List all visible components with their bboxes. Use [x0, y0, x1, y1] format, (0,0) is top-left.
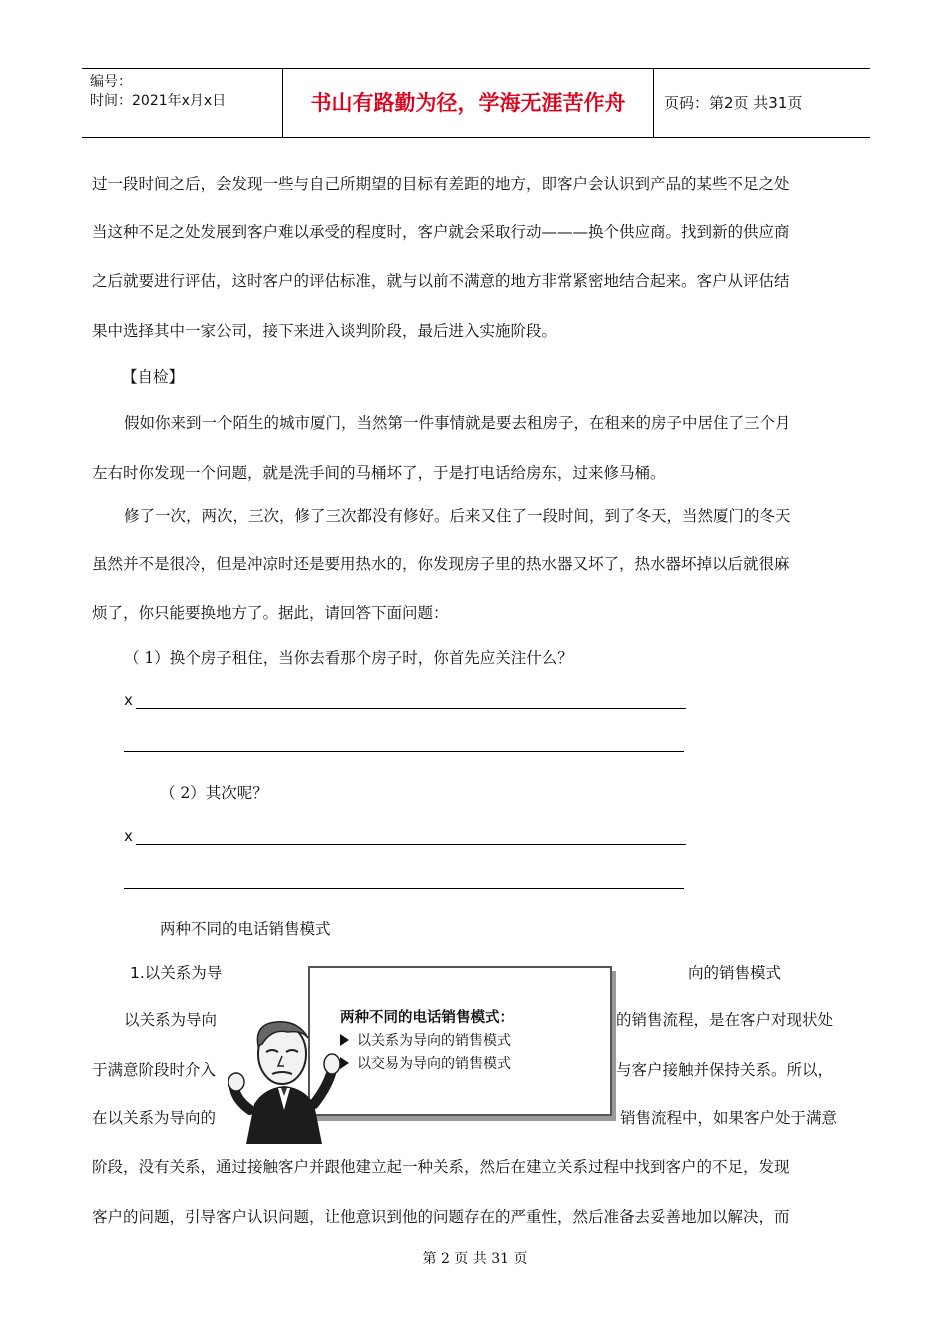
- header-info: [82, 69, 282, 137]
- answer-line[interactable]: [136, 708, 686, 709]
- header-motto: 书山有路勤为径，学海无涯苦作舟: [282, 69, 654, 137]
- answer-line[interactable]: [124, 888, 684, 889]
- time-label: 时间：2021年x月x日: [90, 93, 227, 109]
- header-page-info: 页码：第2页 共31页: [664, 94, 803, 112]
- paragraph-line: 客户的问题，引导客户认识问题，让他意识到他的问题存在的严重性，然后准备去妥善地加以解决，而: [92, 1208, 790, 1226]
- paragraph-line: 过一段时间之后，会发现一些与自己所期望的目标有差距的地方，即客户会认识到产品的某些不足之处: [92, 175, 790, 193]
- subsection-title-right: 向的销售模式: [688, 964, 782, 982]
- question-2: （ 2）其次呢？: [160, 784, 268, 802]
- paragraph-line: 的销售流程，是在客户对现状处: [616, 1011, 834, 1029]
- paragraph-line: 在以关系为导向的: [92, 1109, 217, 1127]
- paragraph-line: 当这种不足之处发展到客户难以承受的程度时，客户就会采取行动———换个供应商。找到新的供应商: [92, 223, 790, 241]
- paragraph-line: 销售流程中，如果客户处于满意: [620, 1109, 838, 1127]
- paragraph-line: 修了一次，两次，三次，修了三次都没有修好。后来又住了一段时间，到了冬天，当然厦门的冬天: [124, 507, 791, 525]
- page-header: [82, 68, 870, 138]
- paragraph-line: 阶段，没有关系，通过接触客户并跟他建立起一种关系，然后在建立关系过程中找到客户的不足，发现: [92, 1158, 790, 1176]
- paragraph-line: 烦了，你只能要换地方了。据此，请回答下面问题：: [92, 604, 449, 622]
- callout-item-label: 以交易为导向的销售模式: [357, 1056, 511, 1072]
- section-title: 两种不同的电话销售模式: [160, 920, 331, 938]
- callout-figure: [228, 958, 620, 1144]
- callout-item-label: 以关系为导向的销售模式: [357, 1033, 511, 1049]
- cartoon-presenter-icon: [228, 1018, 348, 1144]
- page-footer: 第 2 页 共 31 页: [422, 1251, 528, 1267]
- paragraph-line: 左右时你发现一个问题，就是洗手间的马桶坏了，于是打电话给房东，过来修马桶。: [92, 464, 666, 482]
- paragraph-line: 与客户接触并保持关系。所以，: [616, 1061, 834, 1079]
- paragraph-line: 之后就要进行评估，这时客户的评估标准，就与以前不满意的地方非常紧密地结合起来。客户从评估结: [92, 272, 790, 290]
- subsection-title-left: 1.以关系为导: [130, 964, 223, 982]
- paragraph-line: 虽然并不是很冷，但是冲凉时还是要用热水的，你发现房子里的热水器又坏了，热水器坏掉以后就很麻: [92, 555, 790, 573]
- callout-item: [340, 1030, 511, 1050]
- answer-line[interactable]: [124, 751, 684, 752]
- number-label: 编号：: [90, 74, 132, 90]
- paragraph-line: 以关系为导向: [124, 1011, 218, 1029]
- paragraph-line: 假如你来到一个陌生的城市厦门，当然第一件事情就是要去租房子，在租来的房子中居住了三个月: [124, 414, 791, 432]
- paragraph-line: 果中选择其中一家公司，接下来进入谈判阶段，最后进入实施阶段。: [92, 322, 558, 340]
- paragraph-line: 于满意阶段时介入: [92, 1061, 217, 1079]
- question-1: （ 1）换个房子租住，当你去看那个房子时，你首先应关注什么？: [124, 649, 573, 667]
- callout-box: [308, 966, 612, 1116]
- answer-prefix: x: [124, 827, 133, 845]
- callout-title: 两种不同的电话销售模式：: [340, 1010, 514, 1026]
- self-check-heading: 【自检】: [122, 368, 185, 386]
- answer-prefix: x: [124, 691, 133, 709]
- callout-item: [340, 1053, 511, 1073]
- answer-line[interactable]: [136, 844, 686, 845]
